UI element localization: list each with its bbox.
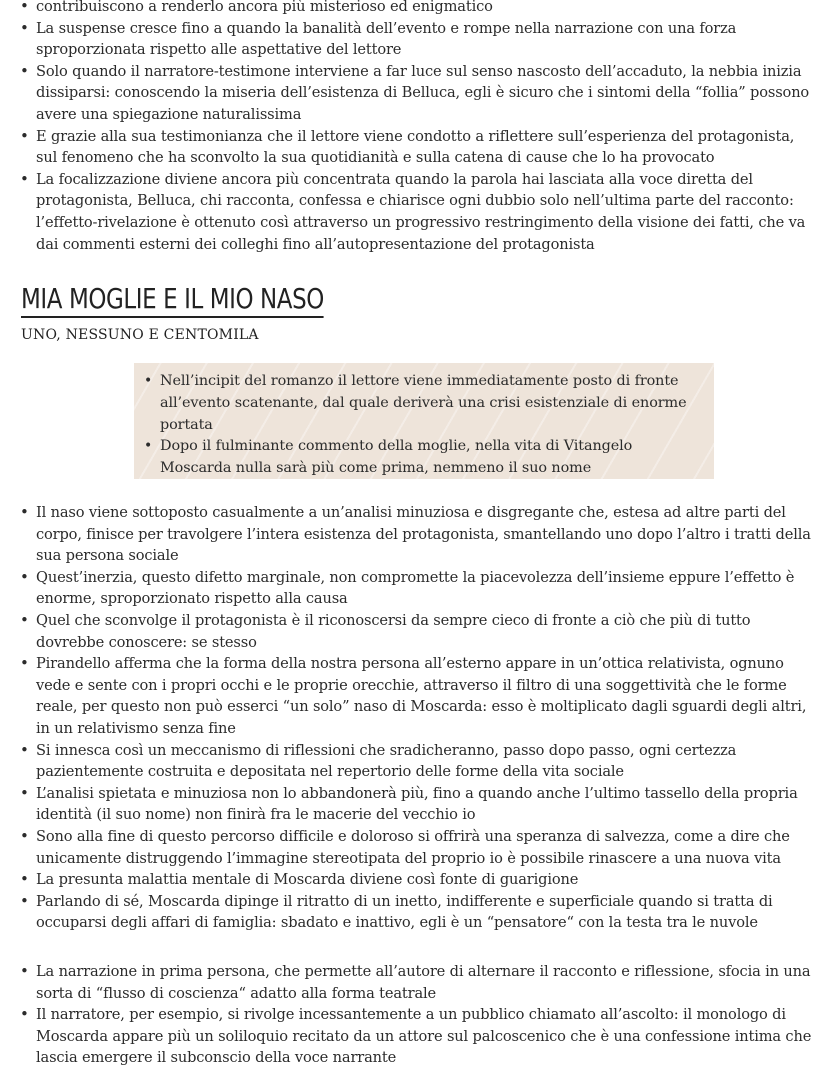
top-bullet-list [0, 0, 828, 255]
end-bullet-list [0, 961, 828, 1069]
list-item: • La focalizzazione diviene ancora più concentrata quando la parola hai lasciata alla voce diretta del protagonista, Belluca, chi racconta, confessa e chiarisce ogni dubbio solo nell’ultima parte del racconto: l’effetto-rivelazione è ottenuto così attraverso un progressivo restringimento della visione dei fatti, che va dai commenti esterni dei colleghi fino all’autopresentazione del protagonista [0, 169, 828, 255]
list-item: • Nell’incipit del romanzo il lettore viene immediatamente posto di fronte all’evento scatenante, dal quale deriverà una crisi esistenziale di enorme portata [134, 371, 714, 436]
list-item: • Si innesca così un meccanismo di riflessioni che sradicheranno, passo dopo passo, ogni certezza pazientemente costruita e depositata nel repertorio delle forme della vita sociale [0, 740, 828, 783]
list-item: • Quest’inerzia, questo difetto marginale, non compromette la piacevolezza dell’insieme eppure l’effetto è enorme, sproporzionato rispetto alla causa [0, 567, 828, 610]
section-subtitle: UNO, NESSUNO E CENTOMILA [21, 327, 259, 343]
list-item: • contribuiscono a renderlo ancora più misterioso ed enigmatico [0, 0, 828, 18]
section-title: MIA MOGLIE E IL MIO NASO [21, 282, 324, 318]
list-item: • Il narratore, per esempio, si rivolge incessantemente a un pubblico chiamato all’ascolto: il monologo di Moscarda appare più un soliloquio recitato da un attore sul palcoscenico che è una confessione intima che lascia emergere il subconscio della voce narrante [0, 1004, 828, 1069]
list-item: • Dopo il fulminante commento della moglie, nella vita di Vitangelo Moscarda nulla sarà più come prima, nemmeno il suo nome [134, 436, 714, 480]
main-bullet-list [0, 502, 828, 934]
list-item: • Solo quando il narratore-testimone interviene a far luce sul senso nascosto dell’accaduto, la nebbia inizia dissiparsi: conoscendo la miseria dell’esistenza di Belluca, egli è sicuro che i sintomi della “follia” possono avere una spiegazione naturalissima [0, 61, 828, 126]
list-item: • Quel che sconvolge il protagonista è il riconoscersi da sempre cieco di fronte a ciò che più di tutto dovrebbe conoscere: se stesso [0, 610, 828, 653]
list-item: • L’analisi spietata e minuziosa non lo abbandonerà più, fino a quando anche l’ultimo tassello della propria identità (il suo nome) non finirà fra le macerie del vecchio io [0, 783, 828, 826]
list-item: • La presunta malattia mentale di Moscarda diviene così fonte di guarigione [0, 869, 828, 891]
list-item: • Parlando di sé, Moscarda dipinge il ritratto di un inetto, indifferente e superficiale quando si tratta di occuparsi degli affari di famiglia: sbadato e inattivo, egli è un “pensatore“ con la testa tra le nuvole [0, 891, 828, 934]
list-item: • Sono alla fine di questo percorso difficile e doloroso si offrirà una speranza di salvezza, come a dire che unicamente distruggendo l’immagine stereotipata del proprio io è possibile rinascere a una nuova vita [0, 826, 828, 869]
list-item: • La suspense cresce fino a quando la banalità dell’evento e rompe nella narrazione con una forza sproporzionata rispetto alle aspettative del lettore [0, 18, 828, 61]
list-item: • Il naso viene sottoposto casualmente a un’analisi minuziosa e disgregante che, estesa ad altre parti del corpo, finisce per travolgere l’intera esistenza del protagonista, smantellando uno dopo l’altro i tratti della sua persona sociale [0, 502, 828, 567]
note-bullet-list [134, 371, 714, 480]
list-item: • Pirandello afferma che la forma della nostra persona all’esterno appare in un’ottica relativista, ognuno vede e sente con i propri occhi e le proprie orecchie, attraverso il filtro di una soggettività che le forme reale, per questo non può esserci “un solo” naso di Moscarda: esso è moltiplicato dagli sguardi degli altri, in un relativismo senza fine [0, 653, 828, 739]
highlight-note-box [134, 363, 714, 479]
list-item: • La narrazione in prima persona, che permette all’autore di alternare il racconto e riflessione, sfocia in una sorta di “flusso di coscienza“ adatto alla forma teatrale [0, 961, 828, 1004]
list-item: • E grazie alla sua testimonianza che il lettore viene condotto a riflettere sull’esperienza del protagonista, sul fenomeno che ha sconvolto la sua quotidianità e sulla catena di cause che lo ha provocato [0, 126, 828, 169]
